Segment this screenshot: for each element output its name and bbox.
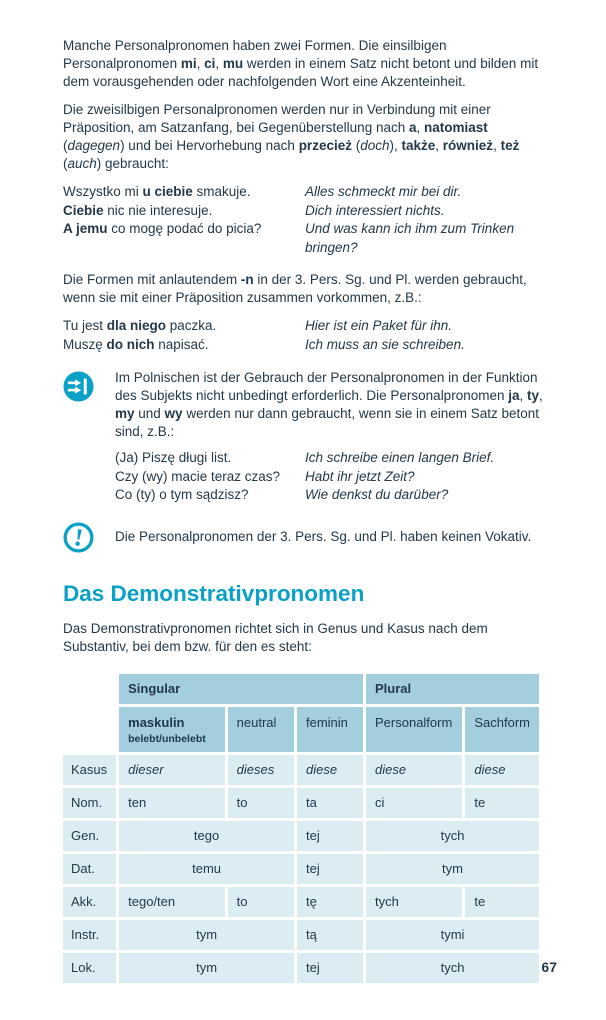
table-row-dat [63,854,539,884]
note-body [115,369,545,505]
section-heading: Das Demonstrativpronomen [63,580,365,606]
paragraph-two-forms: Manche Personalpronomen haben zwei Formen. Die einsilbigen Personalpronomen mi, ci, mu werden in einem Satz nicht betont und bilden mit dem vorausgehenden oder nachfolgenden Wort eine Akzenteinheit. [63,38,539,89]
example-german: Hier ist ein Paket für ihn. [305,318,453,333]
note-icon-column [63,369,115,505]
example-german: Und was kann ich ihm zum Trinken bringen? [305,221,515,255]
col-header-sachform: Sachform [465,707,539,752]
example-polish: Muszę do nich napisać. [63,336,209,352]
header-plural: Plural [366,674,539,704]
example-row [115,468,545,487]
table-row-akk [63,887,539,917]
table-header-row-genus [63,707,539,752]
warning-text: Die Personalpronomen der 3. Pers. Sg. und Pl. haben keinen Vokativ. [115,529,532,544]
row-label: Dat. [63,854,116,884]
example-german: Wie denkst du darüber? [305,487,449,502]
example-polish: (Ja) Piszę długi list. [115,450,232,465]
example-german: Habt ihr jetzt Zeit? [305,468,415,484]
table-cell-merged: tych [366,821,539,851]
example-german: Ich muss an sie schreiben. [305,336,465,352]
col-header-maskulin-sub: belebt/unbelebt [128,732,206,745]
table-cell-merged: tym [366,854,539,884]
example-block-1 [63,183,545,257]
example-row [115,449,545,468]
table-cell: tą [297,920,363,950]
example-polish: Co (ty) o tym sądzisz? [115,487,249,502]
table-cell: to [228,788,294,818]
example-row [63,202,545,221]
table-row-kasus [63,755,539,785]
col-header-maskulin-label: maskulin [128,714,185,730]
example-german: Dich interessiert nichts. [305,202,445,218]
example-german: Alles schmeckt mir bei dir. [305,184,462,199]
row-label: Gen. [63,821,116,851]
table-cell: tych [366,887,462,917]
row-label: Kasus [63,755,116,785]
col-header-personalform: Personalform [366,707,462,752]
table-cell: diese [297,755,363,785]
table-cell-merged: tych [366,953,539,983]
table-cell: tę [297,887,363,917]
table-cell: tej [297,953,363,983]
example-row [115,486,545,505]
example-row [63,317,545,336]
example-block-2 [63,317,545,354]
section-intro: Das Demonstrativpronomen richtet sich in Genus und Kasus nach dem Substantiv, bei dem bzw. für den es steht: [63,620,488,654]
example-polish: A jemu co mogę podać do picia? [63,221,262,236]
row-label: Instr. [63,920,116,950]
header-singular: Singular [119,674,363,704]
col-header-feminin: feminin [297,707,363,752]
example-block-3 [115,449,545,505]
merge-arrows-icon [63,371,94,402]
table-cell: diese [465,755,539,785]
table-corner-cell [63,707,116,752]
example-german: Ich schreibe einen langen Brief. [305,450,495,465]
table-cell: te [465,788,539,818]
table-cell-merged: temu [119,854,294,884]
table-cell: tej [297,854,363,884]
table-cell: dieser [119,755,225,785]
note-box [63,369,545,505]
page-number: 67 [541,959,557,975]
example-polish: Tu jest dla niego paczka. [63,318,217,333]
exclamation-icon [63,522,94,553]
table-row-nom [63,788,539,818]
row-label: Lok. [63,953,116,983]
example-row [63,336,545,355]
table-row-lok [63,953,539,983]
warning-box [63,522,545,553]
table-row-instr [63,920,539,950]
table-cell: diese [366,755,462,785]
table-cell: ten [119,788,225,818]
example-row [63,220,545,257]
table-header-row-numerus [63,674,539,704]
row-label: Nom. [63,788,116,818]
table-cell-merged: tego [119,821,294,851]
col-header-neutral: neutral [228,707,294,752]
table-corner-cell [63,674,116,704]
demonstrative-pronoun-table [60,671,542,986]
row-label: Akk. [63,887,116,917]
table-cell: dieses [228,755,294,785]
table-row-gen [63,821,539,851]
example-polish: Czy (wy) macie teraz czas? [115,468,281,484]
paragraph-two-syllable: Die zweisilbigen Personalpronomen werden nur in Verbindung mit einer Präposition, am Satzanfang, bei Gegenüberstellung nach a, natomiast (dagegen) und bei Hervorhebung nach przecież (doch), także, również, też (auch) gebraucht: [63,102,520,171]
table-cell: tej [297,821,363,851]
example-polish: Ciebie nic nie interesuje. [63,202,213,218]
example-row [63,183,545,202]
paragraph-n-forms: Die Formen mit anlautendem -n in der 3. Pers. Sg. und Pl. werden gebraucht, wenn sie mit einer Präposition zusammen vorkommen, z.B.: [63,272,527,305]
table-cell: te [465,887,539,917]
example-polish: Wszystko mi u ciebie smakuje. [63,184,251,199]
col-header-maskulin [119,707,225,752]
table-cell: ci [366,788,462,818]
table-cell: ta [297,788,363,818]
table-cell-merged: tym [119,953,294,983]
table-cell-merged: tym [119,920,294,950]
note-text: Im Polnischen ist der Gebrauch der Personalpronomen in der Funktion des Subjekts nicht unbedingt erforderlich. Die Personalpronomen ja, ty, my und wy werden nur dann gebraucht, wenn sie in einem Satz betont sind, z.B.: [115,370,543,439]
table-cell: tego/ten [119,887,225,917]
table-cell: to [228,887,294,917]
table-cell-merged: tymi [366,920,539,950]
warning-icon-column [63,522,115,553]
